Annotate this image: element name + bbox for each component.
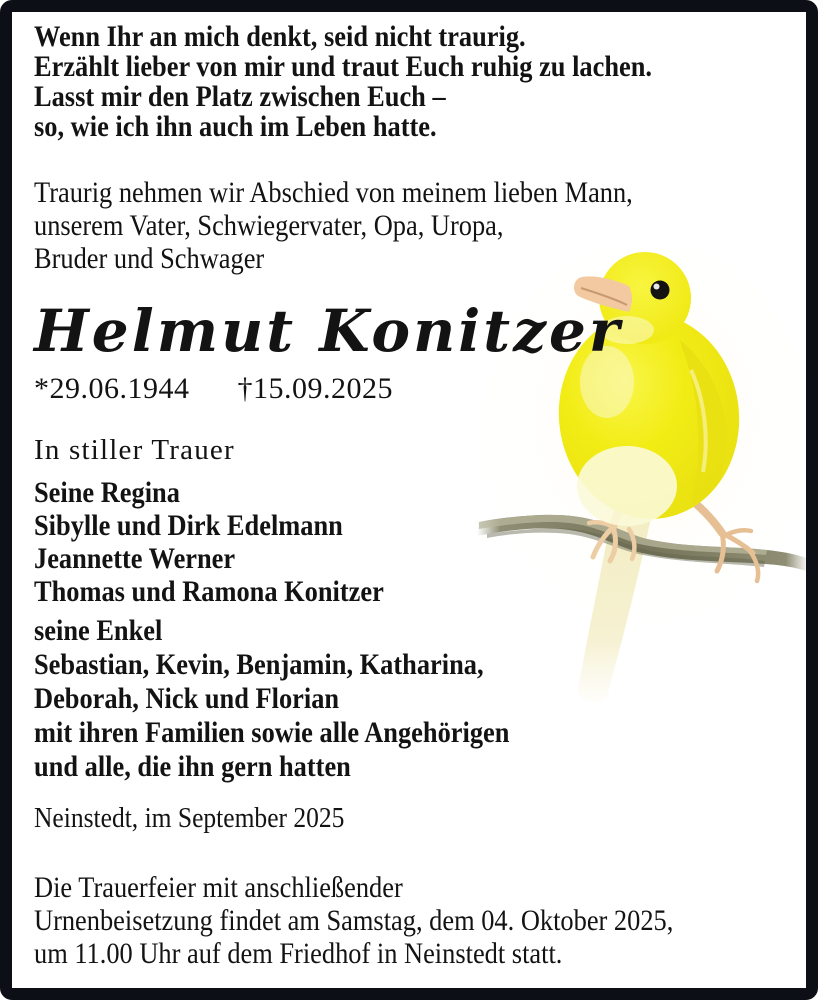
mourners-list-primary: [34, 476, 792, 608]
funeral-line: um 11.00 Uhr auf dem Friedhof in Neinstedt statt.: [34, 937, 563, 970]
mourning-intro: In stiller Trauer: [34, 434, 235, 466]
deceased-name: Helmut Konitzer: [34, 297, 623, 365]
mourner-name: Sebastian, Kevin, Benjamin, Katharina,: [34, 648, 484, 681]
funeral-line: Urnenbeisetzung findet am Samstag, dem 04. Oktober 2025,: [34, 904, 674, 937]
announcement-text: [34, 176, 792, 275]
announcement-line: Bruder und Schwager: [34, 242, 265, 275]
mourner-name: Thomas und Ramona Konitzer: [34, 575, 384, 608]
death-date: †15.09.2025: [237, 372, 393, 405]
mourner-name: Deborah, Nick und Florian: [34, 682, 340, 715]
verse-line: Wenn Ihr an mich denkt, seid nicht traurig.: [34, 20, 526, 53]
funeral-information: [34, 871, 792, 970]
verse-line: so, wie ich ihn auch im Leben hatte.: [34, 110, 437, 143]
announcement-line: unserem Vater, Schwiegervater, Opa, Uropa,: [34, 209, 504, 242]
mourner-name: und alle, die ihn gern hatten: [34, 750, 351, 783]
life-dates: [34, 372, 792, 406]
mourners-list-secondary: [34, 614, 792, 784]
mourner-name: Sibylle und Dirk Edelmann: [34, 509, 343, 542]
funeral-line: Die Trauerfeier mit anschließender: [34, 871, 403, 904]
verse-line: Lasst mir den Platz zwischen Euch –: [34, 80, 446, 113]
mourner-name: mit ihren Familien sowie alle Angehörigen: [34, 716, 510, 749]
birth-date: *29.06.1944: [34, 372, 190, 405]
mourner-name: Jeannette Werner: [34, 542, 236, 575]
announcement-line: Traurig nehmen wir Abschied von meinem lieben Mann,: [34, 176, 633, 209]
mourner-name: Seine Regina: [34, 476, 180, 509]
mourner-name: seine Enkel: [34, 614, 163, 647]
memorial-verse: [34, 0, 792, 142]
place-and-date: Neinstedt, im September 2025: [34, 802, 345, 834]
verse-line: Erzählt lieber von mir und traut Euch ruhig zu lachen.: [34, 50, 653, 83]
